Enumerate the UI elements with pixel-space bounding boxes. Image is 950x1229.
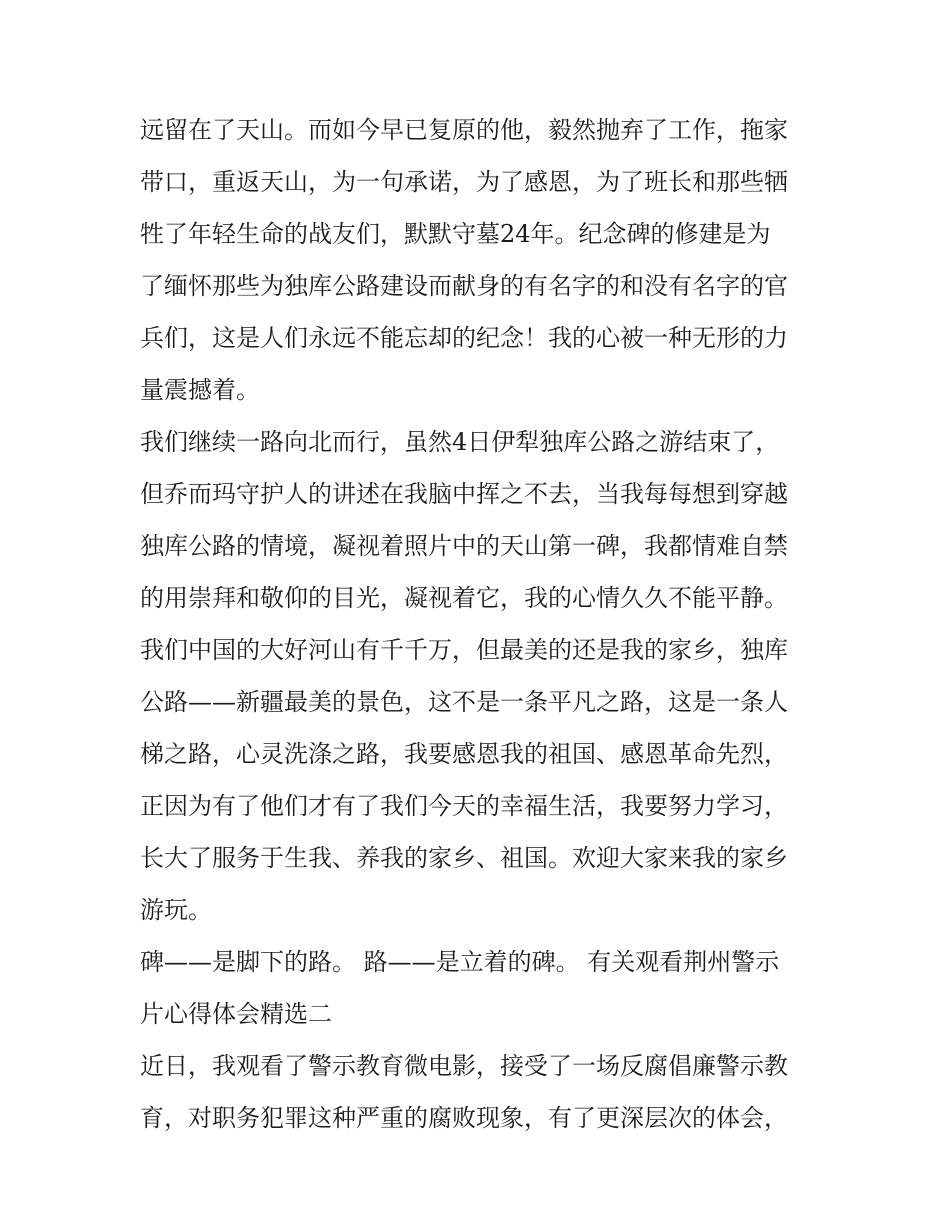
text-line: 梯之路，心灵洗涤之路，我要感恩我的祖国、感恩革命先烈， bbox=[140, 740, 788, 768]
text-line: 片心得体会精选二 bbox=[140, 1000, 332, 1028]
text-line: 近日，我观看了警示教育微电影，接受了一场反腐倡廉警示教 bbox=[140, 1052, 788, 1080]
body-text bbox=[140, 104, 820, 1144]
text-line: 正因为有了他们才有了我们今天的幸福生活，我要努力学习， bbox=[140, 792, 788, 820]
text-line: 了缅怀那些为独库公路建设而献身的有名字的和没有名字的官 bbox=[140, 272, 788, 300]
text-line: 远留在了天山。而如今早已复原的他，毅然抛弃了工作，拖家 bbox=[140, 116, 788, 144]
text-line: 牲了年轻生命的战友们，默默守墓24年。纪念碑的修建是为 bbox=[140, 220, 771, 248]
text-line: 碑——是脚下的路。 路——是立着的碑。 有关观看荆州警示 bbox=[140, 948, 780, 976]
text-line: 育，对职务犯罪这种严重的腐败现象，有了更深层次的体会， bbox=[140, 1104, 788, 1132]
text-line: 长大了服务于生我、养我的家乡、祖国。欢迎大家来我的家乡 bbox=[140, 844, 788, 872]
text-line: 我们继续一路向北而行，虽然4日伊犁独库公路之游结束了， bbox=[140, 428, 780, 456]
text-line: 游玩。 bbox=[140, 896, 212, 924]
text-line: 带口，重返天山，为一句承诺，为了感恩，为了班长和那些牺 bbox=[140, 168, 788, 196]
text-line: 公路——新疆最美的景色，这不是一条平凡之路，这是一条人 bbox=[140, 688, 788, 716]
text-line: 独库公路的情境，凝视着照片中的天山第一碑，我都情难自禁 bbox=[140, 532, 788, 560]
text-line: 我们中国的大好河山有千千万，但最美的还是我的家乡，独库 bbox=[140, 636, 788, 664]
text-line: 兵们，这是人们永远不能忘却的纪念！我的心被一种无形的力 bbox=[140, 324, 788, 352]
text-line: 量震撼着。 bbox=[140, 376, 260, 404]
text-line: 的用崇拜和敬仰的目光，凝视着它，我的心情久久不能平静。 bbox=[140, 584, 788, 612]
text-line: 但乔而玛守护人的讲述在我脑中挥之不去，当我每每想到穿越 bbox=[140, 480, 788, 508]
